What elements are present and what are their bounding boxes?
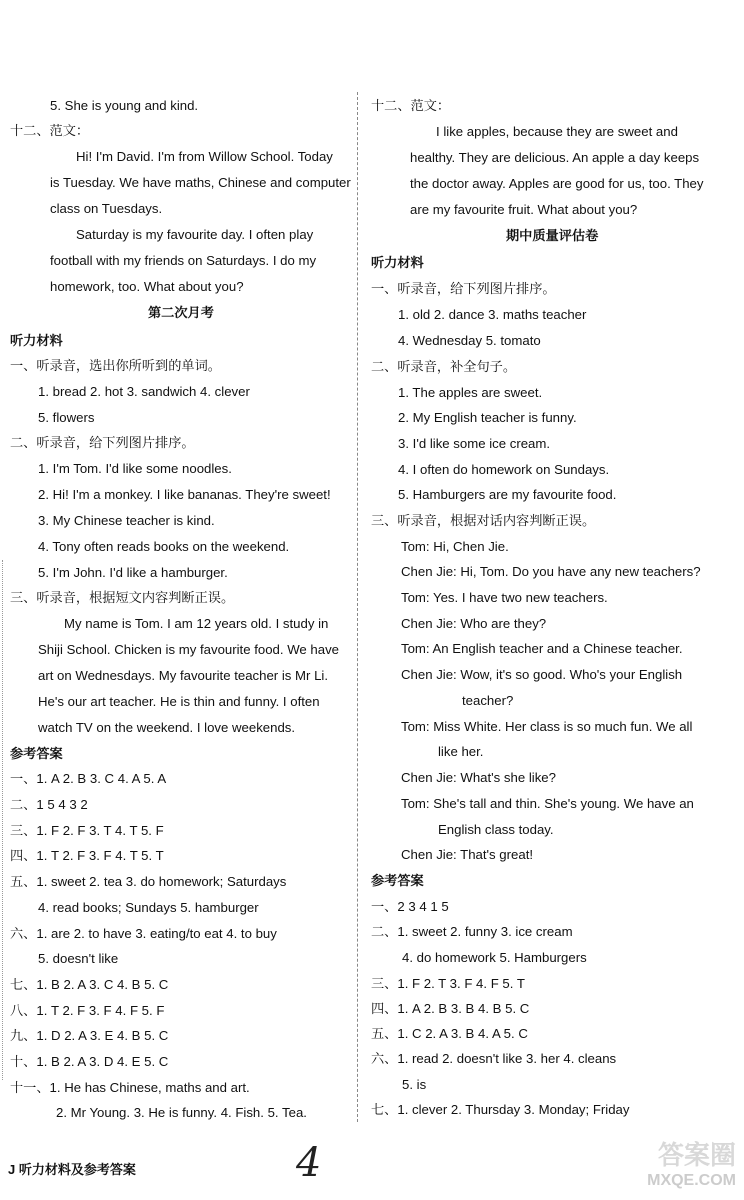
left-text-line: 4. Tony often reads books on the weekend. — [38, 539, 290, 554]
left-text-line: 四、1. T 2. F 3. F 4. T 5. T — [10, 848, 164, 863]
right-text-line: 5. is — [402, 1077, 427, 1092]
left-text-line: My name is Tom. I am 12 years old. I study in — [64, 616, 329, 631]
right-text-line: 听力材料 — [371, 255, 424, 270]
left-text-line: homework, too. What about you? — [50, 279, 244, 294]
right-text-line: 二、1. sweet 2. funny 3. ice cream — [371, 924, 573, 939]
right-text-line: like her. — [438, 744, 484, 759]
left-text-line: 三、1. F 2. F 3. T 4. T 5. F — [10, 823, 164, 838]
left-text-line: Hi! I'm David. I'm from Willow School. Today — [76, 149, 333, 164]
right-text-line: 4. I often do homework on Sundays. — [398, 462, 610, 477]
left-text-line: 十二、范文： — [10, 123, 90, 138]
left-text-line: 4. read books; Sundays 5. hamburger — [38, 900, 259, 915]
right-text-line: 二、听录音，补全句子。 — [371, 359, 517, 374]
right-text-line: 四、1. A 2. B 3. B 4. B 5. C — [371, 1001, 530, 1016]
left-text-line: 3. My Chinese teacher is kind. — [38, 513, 215, 528]
left-text-line: football with my friends on Saturdays. I do my — [50, 253, 317, 268]
right-text-line: 4. do homework 5. Hamburgers — [402, 950, 587, 965]
right-text-line: I like apples, because they are sweet and — [436, 124, 678, 139]
left-text-line: 一、听录音，选出你所听到的单词。 — [10, 358, 221, 373]
right-text-line: 2. My English teacher is funny. — [398, 410, 577, 425]
right-text-line: 期中质量评估卷 — [506, 228, 599, 243]
left-text-line: watch TV on the weekend. I love weekends. — [38, 720, 296, 735]
left-text-line: 2. Hi! I'm a monkey. I like bananas. They're sweet! — [38, 487, 331, 502]
right-text-line: 六、1. read 2. doesn't like 3. her 4. cleans — [371, 1051, 617, 1066]
right-text-line: healthy. They are delicious. An apple a day keeps — [410, 150, 700, 165]
right-text-line: Chen Jie: Who are they? — [401, 616, 547, 631]
left-text-line: 1. I'm Tom. I'd like some noodles. — [38, 461, 232, 476]
left-text-line: 一、1. A 2. B 3. C 4. A 5. A — [10, 771, 167, 786]
left-text-line: 听力材料 — [10, 333, 63, 348]
left-text-line: Saturday is my favourite day. I often play — [76, 227, 314, 242]
left-text-line: class on Tuesdays. — [50, 201, 163, 216]
right-text-line: teacher? — [462, 693, 514, 708]
right-text-line: Chen Jie: Wow, it's so good. Who's your English — [401, 667, 683, 682]
right-text-line: are my favourite fruit. What about you? — [410, 202, 638, 217]
left-text-line: 第二次月考 — [148, 305, 214, 320]
right-text-line: Chen Jie: That's great! — [401, 847, 534, 862]
left-text-line: 二、1 5 4 3 2 — [10, 797, 88, 812]
right-text-line: 1. old 2. dance 3. maths teacher — [398, 307, 587, 322]
left-text-line: Shiji School. Chicken is my favourite food. We have — [38, 642, 340, 657]
right-text-line: Chen Jie: Hi, Tom. Do you have any new teachers? — [401, 564, 701, 579]
left-text-line: art on Wednesdays. My favourite teacher is Mr Li. — [38, 668, 329, 683]
right-text-line: English class today. — [438, 822, 554, 837]
left-text-line: 5. I'm John. I'd like a hamburger. — [38, 565, 228, 580]
right-text-line: 三、1. F 2. T 3. F 4. F 5. T — [371, 976, 525, 991]
right-text-line: Tom: Hi, Chen Jie. — [401, 539, 509, 554]
left-text-line: 九、1. D 2. A 3. E 4. B 5. C — [10, 1028, 169, 1043]
left-text-line: 十一、1. He has Chinese, maths and art. — [10, 1080, 250, 1095]
right-text-line: 三、听录音，根据对话内容判断正误。 — [371, 513, 596, 528]
left-text-line: 八、1. T 2. F 3. F 4. F 5. F — [10, 1003, 165, 1018]
right-text-line: 4. Wednesday 5. tomato — [398, 333, 541, 348]
right-text-line: Tom: Miss White. Her class is so much fun. We all — [401, 719, 693, 734]
right-text-line: 十二、范文： — [371, 98, 451, 113]
right-text-line: Tom: An English teacher and a Chinese teacher. — [401, 641, 683, 656]
footer-label: J 听力材料及参考答案 — [8, 1162, 136, 1177]
left-text-line: 十、1. B 2. A 3. D 4. E 5. C — [10, 1054, 169, 1069]
right-text-line: Tom: Yes. I have two new teachers. — [401, 590, 608, 605]
right-text-line: 1. The apples are sweet. — [398, 385, 543, 400]
left-text-line: 5. doesn't like — [38, 951, 119, 966]
right-text-line: Tom: She's tall and thin. She's young. We have an — [401, 796, 694, 811]
right-text-line: 七、1. clever 2. Thursday 3. Monday; Friday — [371, 1102, 630, 1117]
left-text-line: 5. flowers — [38, 410, 95, 425]
right-text-line: 3. I'd like some ice cream. — [398, 436, 551, 451]
right-text-line: Chen Jie: What's she like? — [401, 770, 556, 785]
binding-edge — [2, 560, 3, 1080]
left-text-line: 六、1. are 2. to have 3. eating/to eat 4. to buy — [10, 926, 277, 941]
right-text-line: 五、1. C 2. A 3. B 4. A 5. C — [371, 1026, 528, 1041]
left-text-line: He's our art teacher. He is thin and funny. I often — [38, 694, 320, 709]
left-text-line: 三、听录音，根据短文内容判断正误。 — [10, 590, 235, 605]
left-text-line: 七、1. B 2. A 3. C 4. B 5. C — [10, 977, 169, 992]
left-text-line: 二、听录音，给下列图片排序。 — [10, 435, 195, 450]
left-text-line: 1. bread 2. hot 3. sandwich 4. clever — [38, 384, 250, 399]
left-text-line: 五、1. sweet 2. tea 3. do homework; Saturdays — [10, 874, 287, 889]
left-text-line: 参考答案 — [10, 746, 63, 761]
left-text-line: 5. She is young and kind. — [50, 98, 199, 113]
watermark-logo: 答案圈 MXQE.COM — [647, 1140, 736, 1189]
left-text-line: 2. Mr Young. 3. He is funny. 4. Fish. 5. Tea. — [56, 1105, 307, 1120]
right-text-line: 参考答案 — [371, 873, 424, 888]
left-text-line: is Tuesday. We have maths, Chinese and computer — [50, 175, 351, 190]
right-text-line: 一、听录音，给下列图片排序。 — [371, 281, 556, 296]
right-text-line: 一、2 3 4 1 5 — [371, 899, 449, 914]
column-divider — [357, 92, 358, 1122]
right-text-line: 5. Hamburgers are my favourite food. — [398, 487, 617, 502]
page-number: 4 — [296, 1140, 322, 1186]
right-text-line: the doctor away. Apples are good for us, too. They — [410, 176, 704, 191]
